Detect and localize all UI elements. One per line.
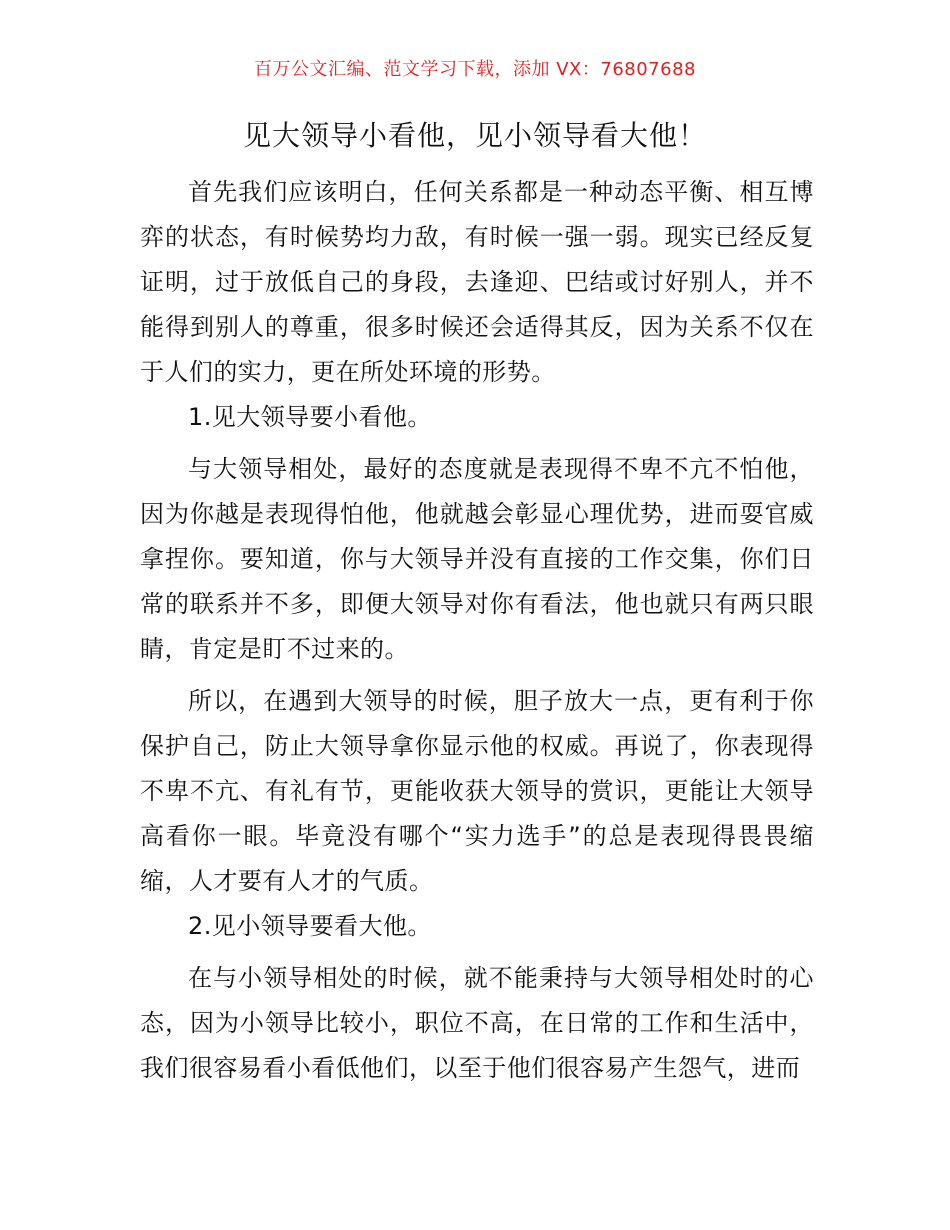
paragraph-big-leader: 与大领导相处，最好的态度就是表现得不卑不亢不怕他，因为你越是表现得怕他，他就越会彰显心理优势，进而耍官威拿捏你。要知道，你与大领导并没有直接的工作交集，你们日常的联系并不多，即便大领导对你有看法，他也就只有两只眼睛，肯定是盯不过来的。 — [140, 455, 814, 663]
watermark-banner: 百万公文汇编、范文学习下载，添加 VX：76807688 — [254, 59, 696, 80]
paragraph-big-leader-advice: 所以，在遇到大领导的时候，胆子放大一点，更有利于你保护自己，防止大领导拿你显示他的权威。再说了，你表现得不卑不亢、有礼有节，更能收获大领导的赏识，更能让大领导高看你一眼。毕竟没有哪个“实力选手”的总是表现得畏畏缩缩，人才要有人才的气质。 — [140, 687, 814, 895]
section-heading-2: 2.见小领导要看大他。 — [188, 912, 432, 940]
paragraph-small-leader: 在与小领导相处的时候，就不能秉持与大领导相处时的心态，因为小领导比较小，职位不高，在日常的工作和生活中，我们很容易看小看低他们，以至于他们很容易产生怨气，进而 — [140, 964, 814, 1082]
document-body — [140, 170, 814, 1091]
paragraph-intro: 首先我们应该明白，任何关系都是一种动态平衡、相互博弈的状态，有时候势均力敌，有时候一强一弱。现实已经反复证明，过于放低自己的身段，去逢迎、巴结或讨好别人，并不能得到别人的尊重，很多时候还会适得其反，因为关系不仅在于人们的实力，更在所处环境的形势。 — [140, 178, 814, 386]
section-heading-1: 1.见大领导要小看他。 — [188, 403, 432, 431]
document-title: 见大领导小看他，见小领导看大他！ — [242, 119, 707, 152]
